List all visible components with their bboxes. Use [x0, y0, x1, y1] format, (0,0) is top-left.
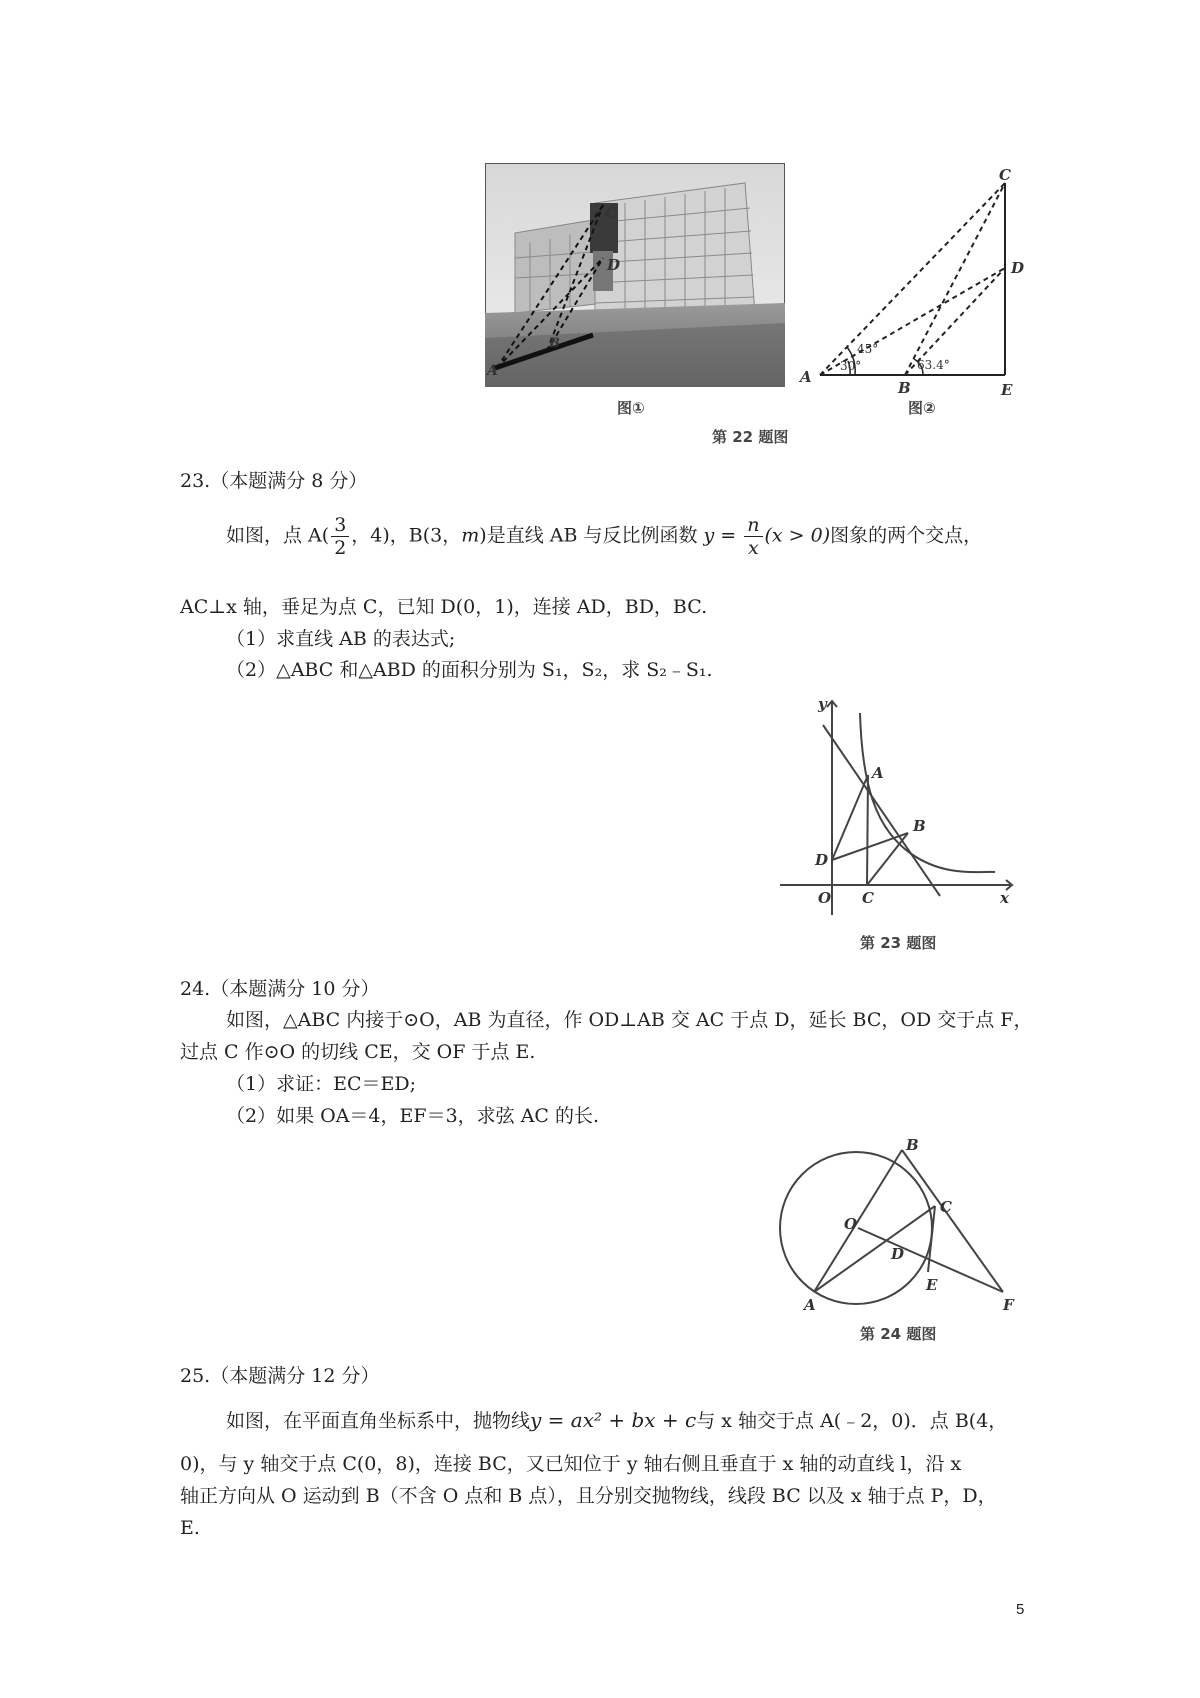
fig23-label-a: A — [872, 764, 884, 782]
fig22-label-d: D — [1011, 259, 1025, 277]
fig24-label-f: F — [1003, 1296, 1014, 1312]
fig23-label-y: y — [818, 695, 827, 713]
fig24-label-c: C — [940, 1198, 952, 1216]
fig23-caption: 第 23 题图 — [860, 934, 937, 952]
fig24-caption: 第 24 题图 — [860, 1325, 937, 1343]
q23-line1: 如图，点 A( $\frac{3}{2}$ ，4)，B(3，m)是直线 AB 与反比例函数 y = $\frac{n}{x}$ (x > 0)图象的两个交点， — [226, 514, 983, 559]
fig23-label-b: B — [913, 817, 926, 835]
q23-question1: （1）求直线 AB 的表达式; — [226, 628, 456, 650]
fig23-label-o: O — [818, 889, 832, 907]
q24-title: 24.（本题满分 10 分） — [180, 978, 380, 1000]
fig22-angle-30: 30° — [840, 359, 862, 373]
q25-line2: 0)，与 y 轴交于点 C(0，8)，连接 BC，又已知位于 y 轴右侧且垂直于 x 轴的动直线 l，沿 x — [180, 1453, 962, 1475]
page-number: 5 — [1016, 1601, 1025, 1618]
q23-line2: AC⊥x 轴，垂足为点 C，已知 D(0，1)，连接 AD，BD，BC. — [180, 596, 708, 618]
q24-line2: 过点 C 作⊙O 的切线 CE，交 OF 于点 E. — [180, 1041, 536, 1063]
fig24-label-e: E — [926, 1276, 938, 1294]
fig22-photo-label-c: C — [605, 204, 617, 222]
fig22-photo-label-d: D — [607, 256, 621, 274]
fig23-label-x: x — [1000, 889, 1009, 907]
fig24-label-o: O — [844, 1215, 858, 1233]
fig22-label-c: C — [999, 166, 1011, 184]
fig23-label-d: D — [815, 851, 829, 869]
fig22-sub1: 图① — [617, 399, 645, 417]
fig23-label-c: C — [862, 889, 874, 907]
q23-func-fraction: $\frac{n}{x}$ — [744, 514, 762, 559]
fig22-sub2: 图② — [908, 399, 936, 417]
fig22-angle-45: 45° — [857, 342, 879, 356]
fig22-label-e: E — [1001, 381, 1013, 398]
q25-title: 25.（本题满分 12 分） — [180, 1365, 380, 1387]
q25-line4: E. — [180, 1517, 200, 1539]
q24-question1: （1）求证：EC＝ED; — [226, 1073, 417, 1095]
q25-line1: 如图，在平面直角坐标系中，抛物线y = ax² + bx + c与 x 轴交于点 A(﹣2，0)．点 B(4， — [226, 1408, 1008, 1432]
q24-question2: （2）如果 OA＝4，EF＝3，求弦 AC 的长. — [226, 1105, 600, 1127]
q23-question2: （2）△ABC 和△ABD 的面积分别为 S₁，S₂，求 S₂﹣S₁. — [226, 659, 713, 681]
fig24-label-a: A — [804, 1296, 816, 1312]
fig22-diagram — [795, 163, 1045, 398]
fig24-circle-diagram — [778, 1132, 1033, 1312]
fig22-caption: 第 22 题图 — [712, 428, 789, 446]
fig24-label-d: D — [891, 1245, 905, 1263]
fig24-label-b: B — [906, 1136, 919, 1154]
q24-line1: 如图，△ABC 内接于⊙O，AB 为直径，作 OD⊥AB 交 AC 于点 D，延长 BC，OD 交于点 F， — [226, 1009, 1033, 1031]
fig22-photo — [485, 163, 785, 387]
q25-line3: 轴正方向从 O 运动到 B（不含 O 点和 B 点），且分别交抛物线，线段 BC 以及 x 轴于点 P，D， — [180, 1485, 997, 1507]
fig22-photo-label-b: B — [549, 336, 560, 351]
fig23-graph — [780, 693, 1020, 918]
fig22-angle-63: 63.4° — [917, 358, 950, 372]
q23-fraction: $\frac{3}{2}$ — [331, 514, 349, 559]
q25-equation: y = ax² + bx + c — [530, 1408, 697, 1432]
q23-title: 23.（本题满分 8 分） — [180, 470, 368, 492]
fig22-photo-label-a: A — [487, 363, 498, 379]
fig22-label-a: A — [800, 368, 812, 386]
fig22-label-b: B — [898, 379, 911, 397]
